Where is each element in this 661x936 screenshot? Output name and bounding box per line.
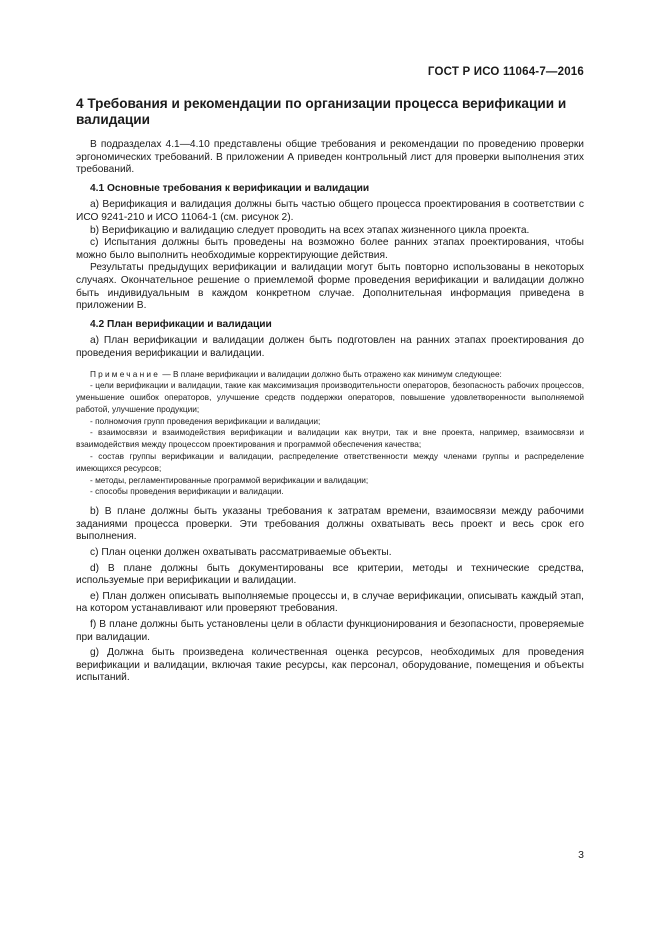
paragraph: d) В плане должны быть документированы все критерии, методы и технические средства, используемые при верификации и валидации. — [76, 562, 584, 587]
note-item: - полномочия групп проведения верификации и валидации; — [90, 415, 321, 426]
subsection-4-1-title: 4.1 Основные требования к верификации и валидации — [90, 182, 370, 194]
page-content — [76, 96, 584, 685]
subsection-4-2-title: 4.2 План верификации и валидации — [90, 318, 272, 330]
note-intro — [76, 369, 584, 381]
note-item: - цели верификации и валидации, такие как максимизация производительности операторов, безопасность рабочих процессов, уменьшение ошибок операторов, улучшение средств поддержки операторов, повышение удовлетворенности выполняемой работой, улучшение продукции; — [76, 380, 584, 414]
paragraph: а) Верификация и валидация должны быть частью общего процесса проектирования в соответствии с ИСО 9241-210 и ИСО 11064-1 (см. рисунок 2). — [76, 199, 584, 223]
section-title: 4 Требования и рекомендации по организации процесса верификации и валидации — [76, 96, 567, 127]
paragraph: f) В плане должны быть установлены цели в области функционирования и безопасности, проверяемые при валидации. — [76, 619, 584, 643]
paragraph: с) Испытания должны быть проведены на возможно более ранних этапах проектирования, чтобы можно было выполнить необходимые корректирующие действия. — [76, 237, 584, 261]
note-item: - взаимосвязи и взаимодействия верификации и валидации как внутри, так и вне проекта, например, взаимосвязи и взаимодействия между процессом проектирования и программой обеспечения качества; — [76, 427, 584, 450]
note-item: - способы проведения верификации и валидации. — [90, 486, 284, 497]
paragraph: е) План должен описывать выполняемые процессы и, в случае верификации, описывать каждый этап, на котором устанавливают или проверяют требования. — [76, 590, 584, 615]
note-item: - методы, регламентированные программой верификации и валидации; — [90, 474, 369, 485]
paragraph: Результаты предыдущих верификации и валидации могут быть повторно использованы в некоторых случаях. Окончательное решение о приемлемой форме проведения верификации и валидации должно быть индивидуальным в каждом конкретном случае. Дополнительная информация приведена в приложении В. — [76, 262, 584, 312]
note-block — [76, 369, 584, 499]
note-intro-text: — В плане верификации и валидации должно быть отражено как минимум следующее: — [160, 368, 502, 379]
paragraph: с) План оценки должен охватывать рассматриваемые объекты. — [90, 547, 392, 559]
paragraph: b) Верификацию и валидацию следует проводить на всех этапах жизненного цикла проекта. — [90, 224, 530, 236]
note-item: - состав группы верификации и валидации, распределение ответственности между членами группы и распределение имеющихся ресурсов; — [76, 451, 584, 473]
page-number: 3 — [578, 849, 584, 861]
document-code: ГОСТ Р ИСО 11064-7—2016 — [427, 66, 584, 78]
paragraph: а) План верификации и валидации должен быть подготовлен на ранних этапах проектирования до проведения верификации и валидации. — [76, 335, 584, 359]
paragraph: b) В плане должны быть указаны требования к затратам времени, взаимосвязи между рабочими заданиями процесса проверки. Эти требования должны охватывать весь проект и весь срок его выполнения. — [76, 506, 584, 543]
note-label: Примечание — [90, 368, 161, 379]
section-intro: В подразделах 4.1—4.10 представлены общие требования и рекомендации по проведению проверки эргономических требований. В приложении А приведен контрольный лист для проверки выполнения этих требований. — [76, 139, 584, 176]
paragraph: g) Должна быть произведена количественная оценка ресурсов, необходимых для проведения верификации и валидации, включая такие ресурсы, как персонал, оборудование, помещения и объекты испытаний. — [76, 647, 584, 684]
